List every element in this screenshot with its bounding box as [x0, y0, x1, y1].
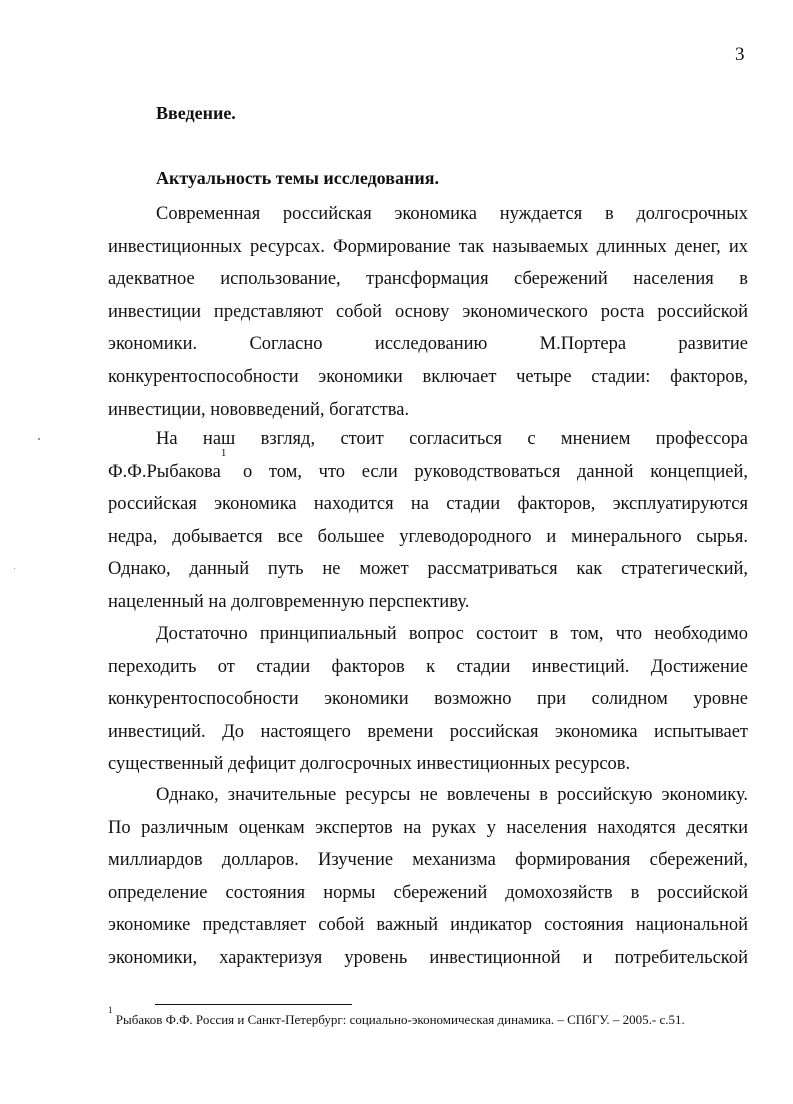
text-line: недра, добывается все большее углеводородного и минерального сырья. [108, 526, 748, 547]
text-line: российская экономика находится на стадии факторов, эксплуатируются [108, 494, 748, 515]
text-line: Однако, значительные ресурсы не вовлечены в российскую экономику. [156, 785, 748, 805]
page-number: 3 [735, 44, 745, 65]
scan-speck [38, 438, 40, 440]
text-fragment: о том, что если руководствоваться данной концепцией, [226, 461, 748, 482]
text-line: инвестиции, нововведений, богатства. [108, 399, 410, 420]
footnote-marker: 1 [108, 1005, 113, 1015]
text-line: конкурентоспособности экономики возможно при солидном уровне [108, 689, 748, 710]
text-line: инвестиции представляют собой основу экономического роста российской [108, 301, 748, 322]
text-line: Современная российская экономика нуждается в долгосрочных [156, 204, 748, 224]
paragraph-4 [108, 779, 748, 975]
text-line [108, 446, 748, 489]
text-line: инвестиционных ресурсах. Формирование так называемых длинных денег, их [108, 236, 748, 257]
text-line: существенный дефицит долгосрочных инвестиционных ресурсов. [108, 754, 631, 775]
paragraph-2 [108, 423, 748, 619]
text-line: На наш взгляд, стоит согласиться с мнением профессора [156, 429, 748, 449]
footnote [108, 1005, 685, 1028]
scan-speck [14, 568, 15, 569]
text-line: экономики. Согласно исследованию М.Портера развитие [108, 334, 748, 355]
paragraph-3 [108, 618, 748, 781]
footnote-separator [155, 1004, 352, 1005]
heading-relevance: Актуальность темы исследования. [156, 168, 439, 188]
text-line: переходить от стадии факторов к стадии инвестиций. Достижение [108, 656, 748, 677]
text-line: нацеленный на долговременную перспективу. [108, 591, 470, 612]
text-line: конкурентоспособности экономики включает четыре стадии: факторов, [108, 366, 748, 387]
text-line: миллиардов долларов. Изучение механизма формирования сбережений, [108, 850, 748, 871]
author-name: Ф.Ф.Рыбакова [108, 461, 221, 482]
text-line: адекватное использование, трансформация сбережений населения в [108, 269, 748, 290]
text-line: экономики, характеризуя уровень инвестиционной и потребительской [108, 947, 748, 968]
text-line: определение состояния нормы сбережений домохозяйств в российской [108, 882, 748, 903]
text-line: Достаточно принципиальный вопрос состоит в том, что необходимо [156, 624, 748, 644]
text-line: Однако, данный путь не может рассматриваться как стратегический, [108, 559, 748, 580]
text-line: По различным оценкам экспертов на руках у населения находятся десятки [108, 817, 748, 838]
paragraph-1 [108, 198, 748, 426]
text-line: инвестиций. До настоящего времени российская экономика испытывает [108, 721, 748, 742]
footnote-text: Рыбаков Ф.Ф. Россия и Санкт-Петербург: социально-экономическая динамика. – СПбГУ. – 2005.- с.51. [112, 1012, 685, 1027]
heading-introduction: Введение. [156, 103, 236, 123]
text-line: экономике представляет собой важный индикатор состояния национальной [108, 915, 748, 936]
footnote-reference: 1 [220, 446, 227, 459]
